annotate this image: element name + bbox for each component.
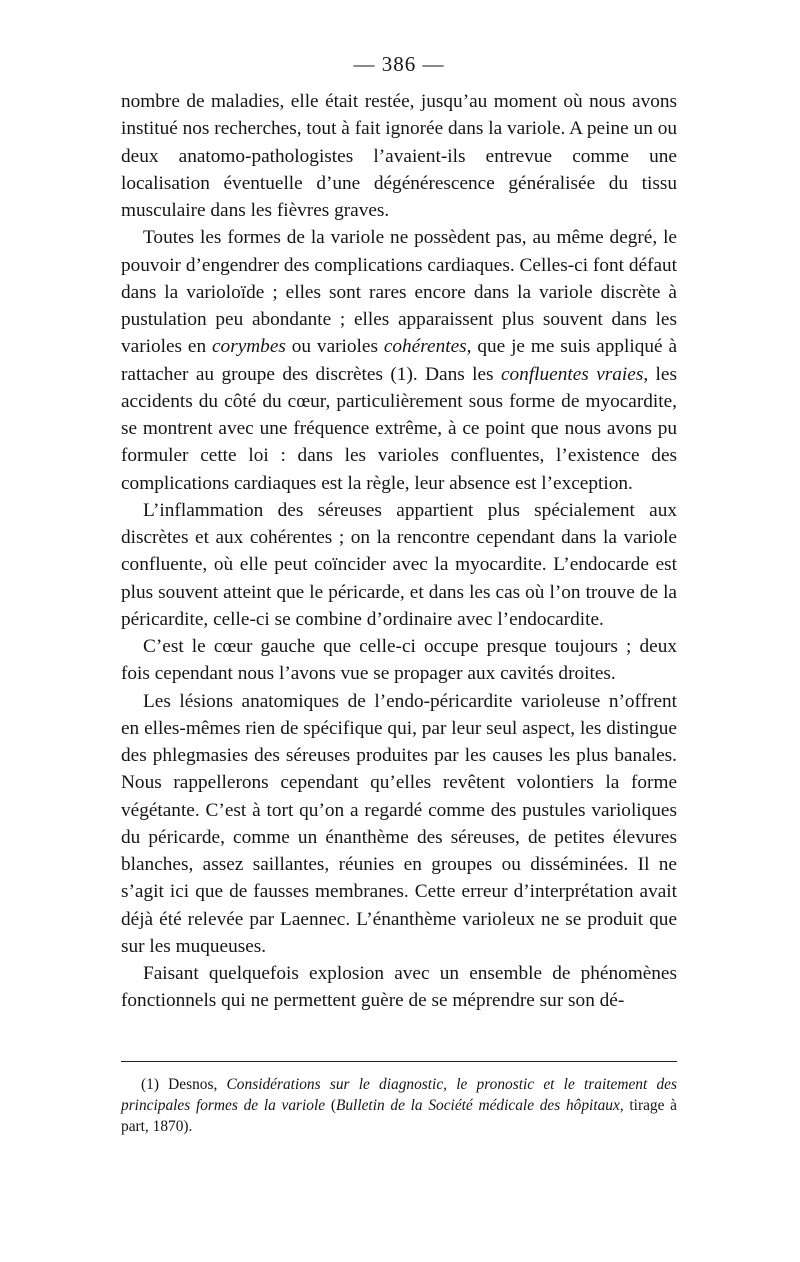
paragraph-3-segment-0: L’inflammation des séreuses appartient plus spécialement aux discrètes et aux cohérentes ; on la rencontre cependant dans la variole confluente, où elle peut coïncider avec la myocardite. L’endocarde est plus souvent atteint que le péricarde, et dans les cas où l’on trouve de la péricardite, celle-ci se combine d’ordinaire avec l’endocardite. (121, 499, 677, 630)
body-text (121, 88, 677, 1015)
footnote-segment-0: (1) Desnos, (141, 1075, 227, 1093)
footnote-divider (121, 1061, 677, 1062)
paragraph-2-segment-2: ou varioles (285, 336, 384, 358)
paragraph-2-segment-4: , que je me suis appliqué à rattacher au groupe des discrètes (1). Dans les (121, 336, 678, 385)
page-number: — 386 — (353, 52, 445, 76)
paragraph-2 (121, 224, 677, 497)
paragraph-4 (121, 633, 677, 688)
footnote-text (121, 1074, 677, 1137)
paragraph-2-segment-0: Toutes les formes de la variole ne possèdent pas, au même degré, le pouvoir d’engendrer des complications cardiaques. Celles-ci font défaut dans la varioloïde ; elles sont rares encore dans la variole discrète à pustulation peu abondante ; elles apparaissent plus souvent dans les varioles en (121, 227, 677, 358)
footnote-segment-4: , tirage à part, 1870). (121, 1096, 677, 1135)
paragraph-2-italic-segment-5: confluentes vraies (500, 363, 644, 385)
paragraph-5-segment-0: Les lésions anatomiques de l’endo-péricardite varioleuse n’offrent en elles-mêmes rien de spécifique qui, par leur seul aspect, les distingue des phlegmasies des séreuses produites par les causes les plus banales. Nous rappellerons cependant qu’elles revêtent volontiers la forme végétante. C’est à tort qu’on a regardé comme des pustules varioliques du péricarde, comme un énanthème des séreuses, de petites élevures blanches, assez saillantes, réunies en groupes ou disséminées. Il ne s’agit ici que de fausses membranes. Cette erreur d’interprétation avait déjà été relevée par Laennec. L’énanthème varioleux ne se produit que sur les muqueuses. (121, 690, 677, 957)
footnote (121, 1074, 677, 1137)
paragraph-6-segment-0: Faisant quelquefois explosion avec un ensemble de phénomènes fonctionnels qui ne permettent guère de se méprendre sur son dé- (121, 963, 677, 1012)
paragraph-4-segment-0: C’est le cœur gauche que celle-ci occupe presque toujours ; deux fois cependant nous l’avons vue se propager aux cavités droites. (121, 636, 677, 685)
paragraph-2-segment-6: , les accidents du côté du cœur, particulièrement sous forme de myocardite, se montrent avec une fréquence extrême, à ce point que nous avons pu formuler cette loi : dans les varioles confluentes, l’existence des complications cardiaques est la règle, leur absence est l’exception. (121, 363, 677, 494)
paragraph-5 (121, 688, 677, 961)
paragraph-2-italic-segment-1: corymbes (212, 336, 286, 358)
paragraph-2-italic-segment-3: cohérentes (383, 336, 467, 358)
paragraph-1-segment-0: nombre de maladies, elle était restée, jusqu’au moment où nous avons institué nos recherches, tout à fait ignorée dans la variole. A peine un ou deux anatomo-pathologistes l’avaient-ils entrevue comme une localisation éventuelle d’une dégénérescence généralisée du tissu musculaire dans les fièvres graves. (121, 91, 677, 221)
paragraph-3 (121, 497, 677, 633)
book-page (121, 52, 677, 1137)
footnote-italic-segment-3: Bulletin de la Société médicale des hôpitaux (335, 1096, 620, 1114)
footnote-italic-segment-1: Considérations sur le diagnostic, le pronostic et le traitement des principales formes de la variole (121, 1075, 677, 1114)
paragraph-1 (121, 88, 677, 224)
footnote-segment-2: ( (325, 1096, 336, 1114)
paragraph-6 (121, 960, 677, 1015)
